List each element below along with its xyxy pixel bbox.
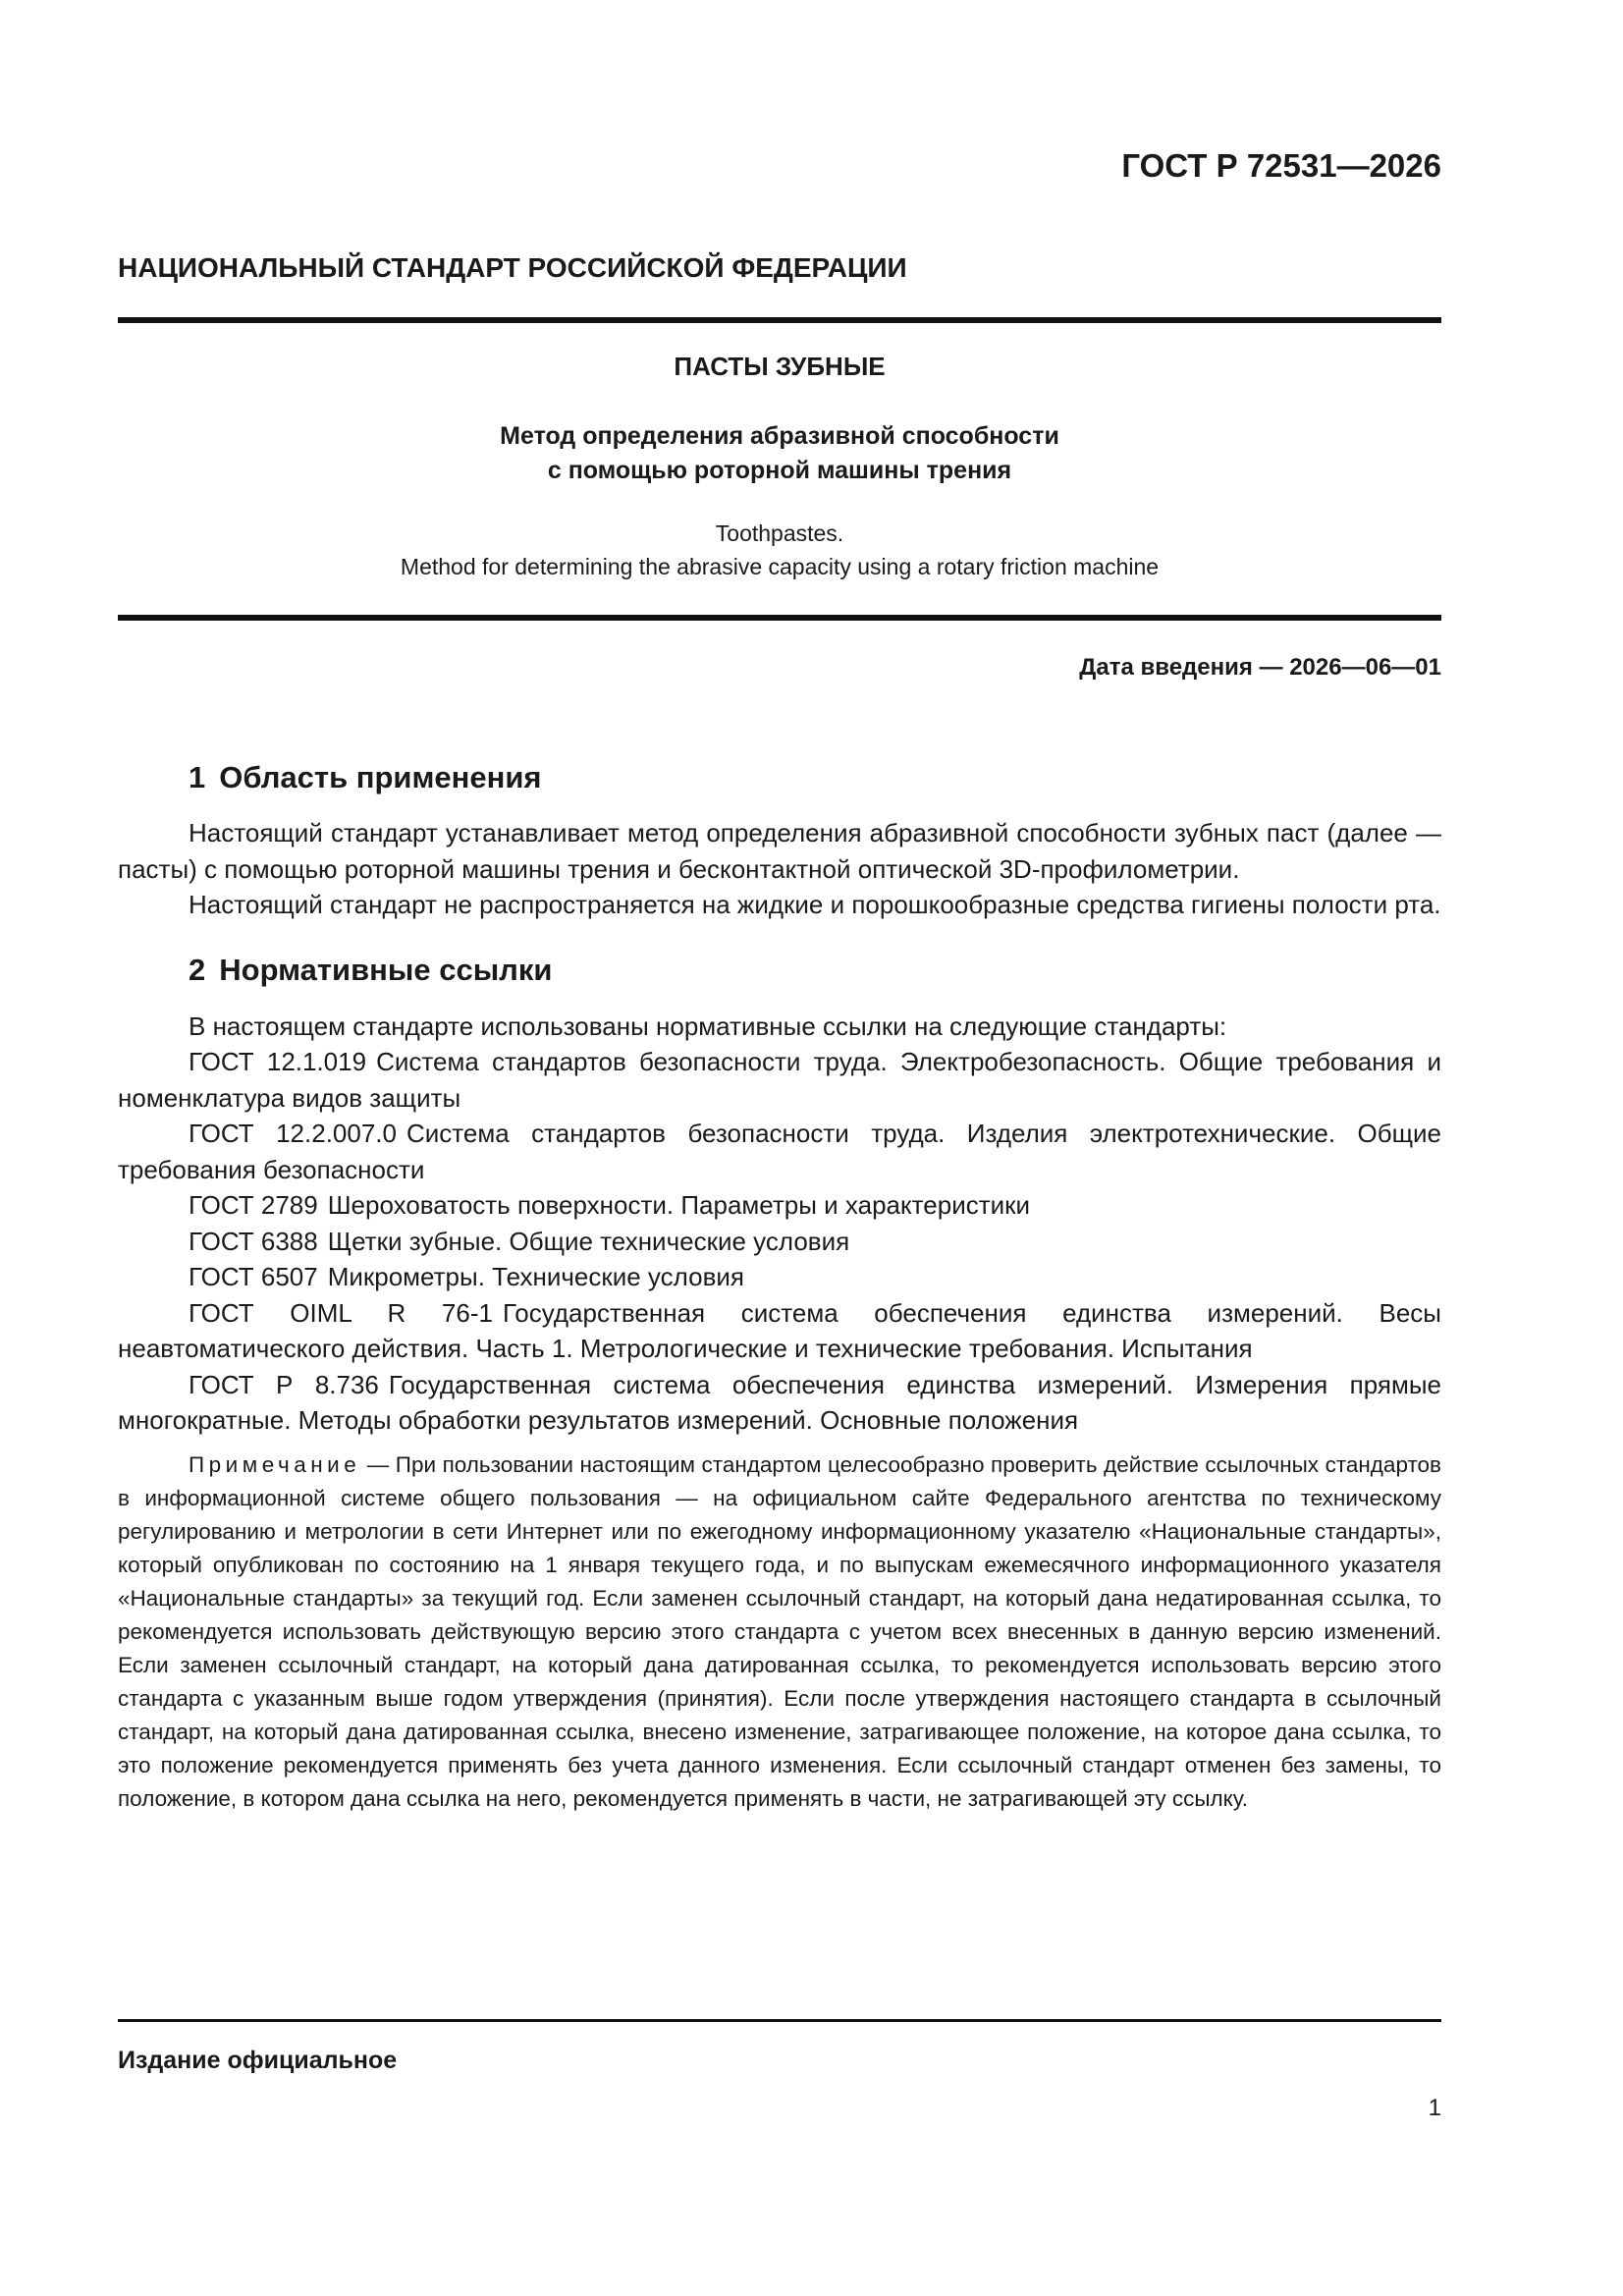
reference-code: ГОСТ 6507 [189, 1262, 318, 1291]
section-1-paragraph: Настоящий стандарт не распространяется на жидкие и порошкообразные средства гигиены полости рта. [189, 890, 1441, 919]
section-2-title: Нормативные ссылки [219, 952, 553, 987]
reference-item [118, 1367, 1441, 1439]
reference-text: Система стандартов безопасности труда. Изделия электротехнические. Общие требования безопасности [118, 1119, 1441, 1184]
reference-code: ГОСТ 12.1.019 [189, 1047, 367, 1076]
reference-code: ГОСТ 6388 [189, 1226, 318, 1256]
reference-item [118, 1116, 1441, 1187]
note-text: — При пользовании настоящим стандартом целесообразно проверить действие ссылочных стандартов в информационной системе общего пользования — на официальном сайте Федерального агентства по техническому регулированию и метрологии в сети Интернет или по ежегодному информационному указателю «Национальные стандарты», который опубликован по состоянию на 1 января текущего года, и по выпускам ежемесячного информационного указателя «Национальные стандарты» за текущий год. Если заменен ссылочный стандарт, на который дана недатированная ссылка, то рекомендуется использовать действующую версию этого стандарта с учетом всех внесенных в данную версию изменений. Если заменен ссылочный стандарт, на который дана датированная ссылка, то рекомендуется использовать версию этого стандарта с указанным выше годом утверждения (принятия). Если после утверждения настоящего стандарта в ссылочный стандарт, на который дана датированная ссылка, внесено изменение, затрагивающее положение, на которое дана ссылка, то это положение рекомендуется применять без учета данного изменения. Если ссылочный стандарт отменен без замены, то положение, в котором дана ссылка на него, рекомендуется применять в части, не затрагивающей эту ссылку. [118, 1451, 1441, 1811]
note-label: Примечание [189, 1451, 361, 1477]
section-1-heading [118, 756, 1441, 799]
reference-code: ГОСТ 2789 [189, 1190, 318, 1220]
document-body [118, 756, 1441, 1816]
section-2-number: 2 [189, 952, 206, 987]
reference-item [118, 1259, 1441, 1295]
section-1-paragraph: Настоящий стандарт устанавливает метод определения абразивной способности зубных паст (далее — пасты) с помощью роторной машины трения и бесконтактной оптической 3D-профилометрии. [118, 818, 1441, 884]
official-edition-label: Издание официальное [118, 2047, 398, 2074]
reference-item [118, 1224, 1441, 1260]
page-number: 1 [1428, 2095, 1441, 2121]
document-number: ГОСТ Р 72531—2026 [1121, 147, 1441, 184]
title-divider [118, 615, 1441, 621]
reference-text: Шероховатость поверхности. Параметры и характеристики [327, 1190, 1031, 1220]
top-divider [118, 317, 1441, 323]
english-title-line-2: Method for determining the abrasive capacity using a rotary friction machine [400, 554, 1160, 579]
standard-subtitle-line-1: Метод определения абразивной способности [500, 422, 1059, 450]
reference-item [118, 1187, 1441, 1224]
reference-item [118, 1044, 1441, 1116]
standard-subtitle [118, 419, 1441, 488]
english-title-line-1: Toothpastes. [715, 520, 844, 546]
reference-item [118, 1295, 1441, 1367]
introduction-date: Дата введения — 2026—06—01 [1079, 654, 1441, 681]
national-standard-title-text: НАЦИОНАЛЬНЫЙ СТАНДАРТ РОССИЙСКОЙ ФЕДЕРАЦИИ [118, 252, 907, 283]
section-2-heading [118, 949, 1441, 992]
reference-text: Микрометры. Технические условия [327, 1262, 744, 1291]
document-page [118, 0, 1441, 2296]
footer-divider [118, 2019, 1441, 2022]
reference-code: ГОСТ Р 8.736 [189, 1369, 379, 1399]
standard-title: ПАСТЫ ЗУБНЫЕ [674, 352, 886, 381]
reference-code: ГОСТ 12.2.007.0 [189, 1119, 397, 1148]
reference-code: ГОСТ OIML R 76-1 [189, 1297, 493, 1328]
reference-note [118, 1449, 1441, 1816]
reference-text: Государственная система обеспечения единства измерений. Весы неавтоматического действия. Часть 1. Метрологические и технические требования. Испытания [118, 1297, 1441, 1363]
reference-text: Система стандартов безопасности труда. Электробезопасность. Общие требования и номенклатура видов защиты [118, 1047, 1441, 1113]
section-1-title: Область применения [219, 760, 542, 794]
section-1-number: 1 [189, 760, 206, 794]
reference-text: Щетки зубные. Общие технические условия [327, 1226, 850, 1256]
english-title [118, 517, 1441, 583]
title-block [118, 352, 1441, 583]
reference-text: Государственная система обеспечения единства измерений. Измерения прямые многократные. Методы обработки результатов измерений. Основные положения [118, 1369, 1441, 1435]
standard-subtitle-line-2: с помощью роторной машины трения [547, 457, 1012, 484]
section-2-intro: В настоящем стандарте использованы нормативные ссылки на следующие стандарты: [189, 1011, 1227, 1041]
national-standard-title [118, 252, 1441, 284]
